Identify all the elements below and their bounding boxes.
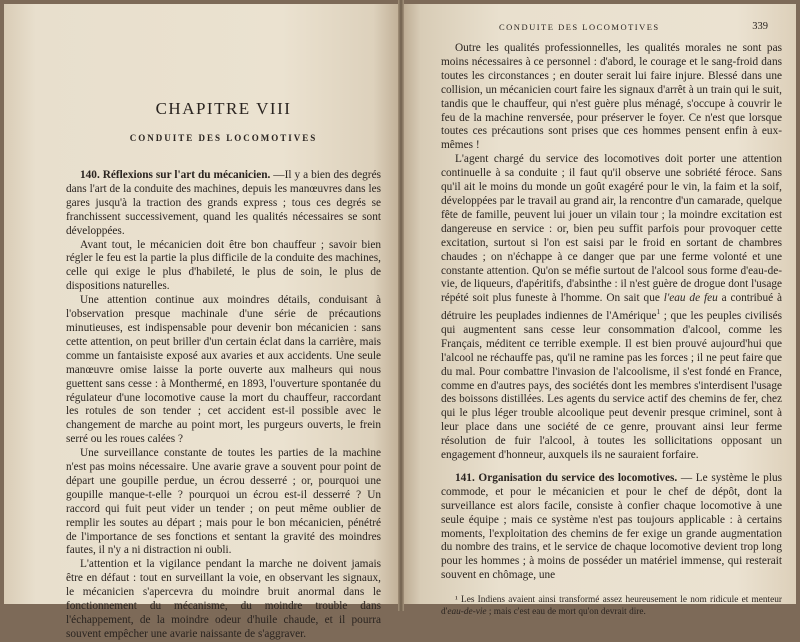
section-140-heading: 140. Réflexions sur l'art du mécanicien. xyxy=(80,169,271,181)
page-number: 339 xyxy=(752,21,768,32)
footnote-text-part: ¹ Les Indiens avaient ainsi transformé assez heureusement le nom ridicule et menteur d' xyxy=(441,595,782,617)
section-140-text: —Il y a bien des degrés dans l'art de la conduite des machines, depuis les manœuvres dans les gares jusqu'à la traction des grands express ; tous ces degrés se franchissent successivement, quand les qualités nécessaires se sont développées. xyxy=(66,169,381,237)
footnote-marker: 1 xyxy=(656,308,661,317)
alcohol-emphasis: l'eau de feu xyxy=(663,292,718,305)
footnote xyxy=(441,595,782,618)
left-page xyxy=(4,4,401,640)
left-paragraph: L'attention et la vigilance pendant la marche ne doivent jamais être en défaut : tout en surveillant la voie, en observant les signaux, le mécanicien s'apercevra du moindre bruit anormal dans le fonctionnement du mécanisme, du moindre trouble dans l'échappement, de la moindre odeur d'huile chaude, et il pourra souvent empêcher une avarie naissante de s'aggraver. xyxy=(66,558,381,640)
section-141-paragraph xyxy=(441,472,782,583)
section-141-heading: 141. Organisation du service des locomotives. xyxy=(455,471,678,484)
footnote-text-part: ; mais c'est eau de mort qu'on devrait dire. xyxy=(486,606,646,617)
right-paragraph: Outre les qualités professionnelles, les qualités morales ne sont pas moins nécessaires à ce personnel : d'abord, le courage et le sang-froid dans toutes les circonstances ; en douter serait lui faire injure. Blessé dans une collision, un mécanicien court faire les signaux d'arrêt à un train qui le suit, tandis que le chauffeur, qui n'est guère plus ménagé, s'occupe à couvrir le feu de la machine renversée, pour préserver le foyer. Ce n'est que lorsque toutes ces précautions sont prises que ces hommes pensent enfin à eux-mêmes ! xyxy=(441,42,782,152)
section-141-text: — Le système le plus commode, et pour le mécanicien et pour le chef de dépôt, dont la surveillance est alors facile, consiste à confier chaque locomotive à une seule équipe ; mais ce système n'est pas toujours applicable : à certains moments, l'exploitation des chemins de fer exige un grande augmentation du nombre des trains, et le service de chaque locomotive devient trop long pour les hommes ; à moins de posséder un matériel immense, qui resterait souvent en chômage, une xyxy=(441,471,783,582)
alcohol-paragraph xyxy=(441,153,782,463)
chapter-subtitle: CONDUITE DES LOCOMOTIVES xyxy=(129,133,318,143)
chapter-title: CHAPITRE VIII xyxy=(155,99,292,118)
running-head: CONDUITE DES LOCOMOTIVES xyxy=(499,22,660,32)
book-gutter xyxy=(398,0,404,611)
footnote-emphasis: eau-de-vie xyxy=(447,606,487,617)
section-140-paragraph xyxy=(66,169,381,239)
left-paragraph: Une surveillance constante de toutes les parties de la machine n'est pas moins nécessaire. Une avarie grave a souvent pour point de départ une goupille perdue, un écrou desserré ; or, pourquoi une goupille manque-t-elle ? pourquoi un écrou est-il desserré ? Un raccord qui fuit peut vider un tender ; on peut même oublier de remplir les soutes au départ ; mais pour le bon mécanicien, pénétré de l'importance de ses fonctions et sentant la gravité des moindres fautes, il n'y a ni distraction ni oubli. xyxy=(66,447,381,557)
alcohol-text-part: ; que les peuples civilisés qui augmentent sans cesse leur consommation d'alcool, comme les Français, méditent ce terrible exemple. Il est bien prouvé aujourd'hui que l'alcool ne réchauffe pas, qu'il ne ramine pas les forces ; il ne peut faire que du mal. Pour combattre l'invasion de l'alcoolisme, il s'est fondé en France, comme en d'autres pays, des sociétés dont les membres s'interdisent l'usage des boissons distillées. Les agents du service actif des chemins de fer, chez qui le plus léger trouble alcoolique peut devenir presque criminel, sont à leur place dans une société de ce genre, prouvant ainsi leur ferme résolution de fuir l'alcool, à toutes les sollicitations opposant un engagement d'honneur, auxquels ils ne sauraient forfaire. xyxy=(441,309,782,462)
right-page xyxy=(401,4,796,617)
left-paragraph: Une attention continue aux moindres détails, conduisant à l'observation presque machinale d'une série de précautions minutieuses, est indispensable pour devenir bon mécanicien : sans cette attention, on peut briller d'un certain éclat dans la carrière, mais comme un fantaisiste exposé aux avaries et aux accidents. Une seule manœuvre omise laisse la porte ouverte aux malheurs qui nous guettent sans cesse : à Monthermé, en 1893, l'ouverture spontanée du régulateur d'une locomotive cause la mort du chauffeur, raccordant les rotules de son tender ; cet accident est-il possible avec le changement de marche au point mort, les purgeurs ouverts, le frein serré ou les roues calées ? xyxy=(66,294,381,446)
page-header xyxy=(441,22,782,36)
alcohol-text-part: a contribué à détruire les peuplades indiennes de l'Amérique xyxy=(441,292,782,322)
left-paragraph: Avant tout, le mécanicien doit être bon chauffeur ; savoir bien régler le feu est la partie la plus difficile de la conduite des machines, celle qui exige le plus d'habileté, le plus de soin, le plus de dispositions naturelles. xyxy=(66,238,381,293)
alcohol-text-part: L'agent chargé du service des locomotives doit porter une attention continuelle à sa conduite ; il faut qu'il observe une sobriété féroce. Sans qu'il ait le moins du monde un goût exagéré pour le vin, la faim et la soif, développées par le travail au grand air, la rencontre d'un camarade, quelque fête de famille, peuvent lui jouer un vilain tour ; la moindre excitation est dangereuse en service : or, bien peu suffit parfois pour provoquer cette excitation, surtout si l'on est saisi par le froid en sortant de chambres chaudes ; on n'échappe à ce danger que par une ferme volonté et une constante attention. Qu'on se méfie surtout de l'alcool sous forme d'eau-de-vie, de liqueurs, d'apéritifs, d'absinthe : il n'est guère de drogue dont l'usage répété soit plus funeste à l'homme. On sait que xyxy=(441,153,782,305)
